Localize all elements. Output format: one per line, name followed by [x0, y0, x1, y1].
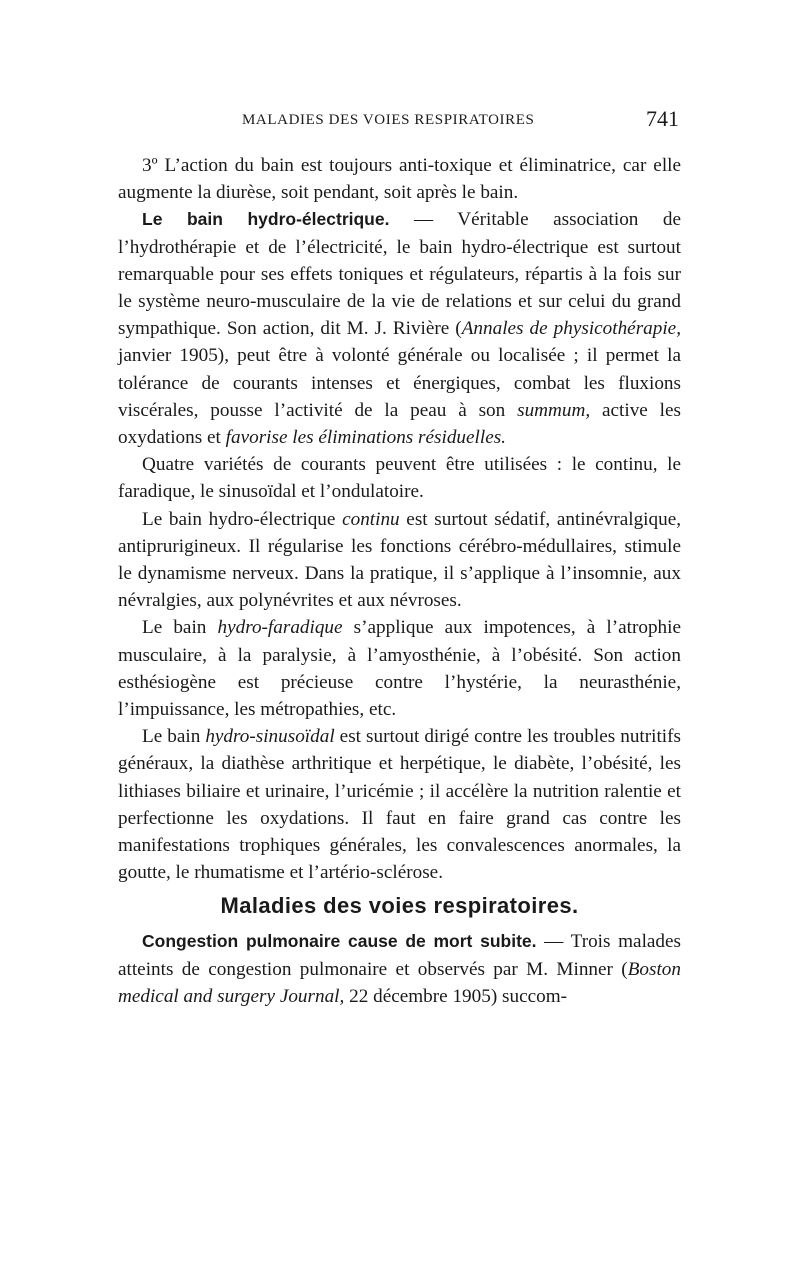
paragraph-hydro-electric-bath — [118, 206, 681, 451]
run-in-heading: Congestion pulmonaire cause de mort subite. — [142, 931, 537, 952]
italic-term: continu — [342, 508, 400, 530]
text-run: Le bain hydro-électrique — [142, 508, 343, 530]
text-run: est surtout sédatif, antinévralgique, antiprurigineux. Il régularise les fonctions cérébro-médullaires, stimule le dynamisme nerveux. Dans la pratique, il s’applique à l’insomnie, aux névralgies, aux polynévrites et aux névroses. — [118, 508, 682, 612]
page-body — [118, 152, 681, 1010]
paragraph-pulmonary-congestion — [118, 928, 681, 1010]
text-run: est surtout dirigé contre les troubles nutritifs généraux, la diathèse arthritique et herpétique, le diabète, l’obésité, les lithiases biliaire et urinaire, l’uricémie ; il accélère la nutrition ralentie et perfectionne les oxydations. Il faut en faire grand cas contre les manifestations trophiques générales, les convalescences anormales, la goutte, le rhumatisme et l’artério-sclérose. — [118, 726, 681, 884]
paragraph-current-varieties — [118, 451, 681, 505]
text-run: Le bain — [142, 726, 206, 748]
running-title: MALADIES DES VOIES RESPIRATOIRES — [242, 112, 535, 128]
italic-citation: Annales de physicothérapie, — [461, 318, 681, 340]
text-run: — Trois malades atteints de congestion pulmonaire et observés par M. Minner ( — [118, 931, 681, 980]
paragraph-faradic-current — [118, 614, 681, 723]
page-number: 741 — [646, 106, 679, 131]
text-run: 22 décembre 1905) succom- — [344, 985, 568, 1007]
italic-citation: Boston medical and surgery Journal, — [118, 958, 681, 1007]
text-run: Le bain — [142, 617, 218, 639]
text-run: active les oxydations et — [118, 399, 681, 449]
text-run: — Véritable association de l’hydrothérapie et de l’électricité, le bain hydro-électrique est surtout remarquable pour ses effets toniques et régulateurs, répartis à la fois sur le système neuro-musculaire de la vie de relations et sur celui du grand sympathique. Son action, dit M. J. Rivière ( — [118, 209, 681, 340]
paragraph-text: Quatre variétés de courants peuvent être utilisées : le continu, le faradique, le sinusoïdal et l’ondulatoire. — [118, 454, 681, 503]
italic-term: hydro-sinusoïdal — [205, 726, 335, 748]
italic-term: summum, — [517, 399, 591, 421]
page-header — [118, 106, 681, 136]
paragraph-continuous-current — [118, 506, 681, 615]
text-run: janvier 1905), peut être à volonté générale ou localisée ; il permet la tolérance de courants intenses et énergiques, combat les fluxions viscérales, pousse l’activité de la peau à son — [118, 345, 681, 421]
paragraph-text: 3º L’action du bain est toujours anti-toxique et éliminatrice, car elle augmente la diurèse, soit pendant, soit après le bain. — [118, 155, 681, 204]
paragraph-sinusoidal-current — [118, 723, 681, 886]
italic-term: hydro-faradique — [217, 617, 343, 639]
paragraph-elimination — [118, 152, 681, 206]
run-in-heading: Le bain hydro-électrique. — [142, 209, 390, 230]
text-run: s’applique aux impotences, à l’atrophie musculaire, à la paralysie, à l’amyosthénie, à l’obésité. Son action esthésiogène est précieuse contre l’hystérie, la neurasthénie, l’impuissance, les métropathies, etc. — [118, 617, 681, 721]
section-heading: Maladies des voies respiratoires. — [220, 893, 579, 919]
italic-phrase: favorise les éliminations résiduelles. — [225, 427, 506, 449]
